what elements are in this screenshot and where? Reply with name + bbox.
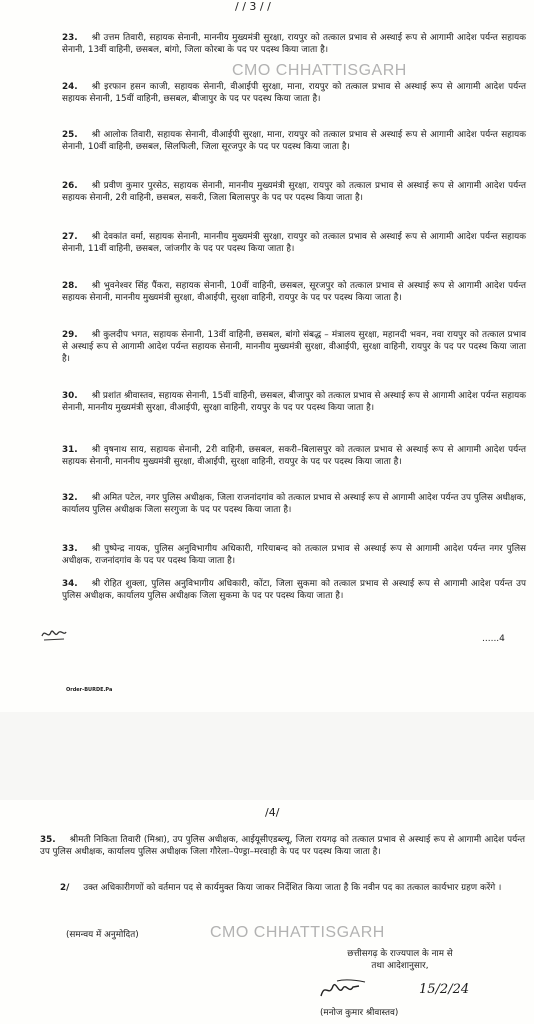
order-entry: 24. श्री इरफान हसन काजी, सहायक सेनानी, वीआईपी सुरक्षा, माना, रायपुर को तत्काल प्रभाव से अस्थाई रूप से आगामी आदेश पर्यन्त सहायक सेनानी, 15वीं वाहिनी, छसबल, बीजापुर के पद पर पदस्थ किया जाता है। [62, 82, 526, 105]
order-entry: 35. श्रीमती निकिता तिवारी (मिश्रा), उप पुलिस अधीक्षक, आईयूसीएडब्ल्यू, जिला रायगढ़ को तत्काल प्रभाव से अस्थाई रूप से आगामी आदेश पर्यन्त उप पुलिस अधीक्षक, कार्यालय पुलिस अधीक्षक जिला गौरेला–पेण्ड्रा–मरवाही के पद पर पदस्थ किया जाता है। [40, 835, 525, 858]
handwritten-initials-icon [40, 624, 68, 644]
order-entry: 33. श्री पुष्पेन्द्र नायक, पुलिस अनुविभागीय अधिकारी, गरियाबन्द को तत्काल प्रभाव से अस्थाई रूप से आगामी आदेश पर्यन्त नगर पुलिस अधीक्षक, राजनांदगांव के पद पर पदस्थ किया जाता है। [62, 544, 526, 567]
continuation-marker: ......4 [482, 634, 505, 644]
order-entry: 31. श्री वृषनाथ साय, सहायक सेनानी, 2री वाहिनी, छसबल, सकरी–बिलासपुर को तत्काल प्रभाव से अस्थाई रूप से आगामी आदेश पर्यन्त सहायक सेनानी, माननीय मुख्यमंत्री सुरक्षा, वीआईपी, सुरक्षा वाहिनी, रायपुर के पद पर पदस्थ किया जाता है। [62, 445, 526, 468]
sign-line-1: छत्तीसगढ़ के राज्यपाल के नाम से [347, 949, 453, 959]
document-page-4 [0, 800, 534, 1024]
approval-note: (समन्वय में अनुमोदित) [66, 930, 139, 940]
signature-authority [300, 948, 500, 972]
signatory-name: (मनोज कुमार श्रीवास्तव) [320, 1008, 399, 1018]
file-reference: Order-BURDE.Pa [66, 687, 113, 693]
order-entry: 32. श्री अमित पटेल, नगर पुलिस अधीक्षक, जिला राजनांदगांव को तत्काल प्रभाव से अस्थाई रूप से आगामी आदेश पर्यन्त उप पुलिस अधीक्षक, कार्यालय पुलिस अधीक्षक जिला सरगुजा के पद पर पदस्थ किया जाता है। [62, 493, 526, 516]
page-gap [0, 712, 534, 800]
watermark: CMO CHHATTISGARH [210, 924, 385, 941]
order-entry: 23. श्री उत्तम तिवारी, सहायक सेनानी, माननीय मुख्यमंत्री सुरक्षा, रायपुर को तत्काल प्रभाव से अस्थाई रूप से आगामी आदेश पर्यन्त सहायक सेनानी, 13वीं वाहिनी, छसबल, बांगो, जिला कोरबा के पद पर पदस्थ किया जाता है। [62, 33, 526, 56]
sign-line-2: तथा आदेशानुसार, [371, 961, 429, 971]
handwritten-signature-icon [315, 976, 415, 1004]
page-marker: /4/ [265, 806, 280, 819]
signature-block [315, 976, 475, 1004]
order-entry: 28. श्री भुवनेश्वर सिंह पैंकरा, सहायक सेनानी, 10वीं वाहिनी, छसबल, सूरजपुर को तत्काल प्रभाव से अस्थाई रूप से आगामी आदेश पर्यन्त सहायक सेनानी, माननीय मुख्यमंत्री सुरक्षा, वीआईपी, सुरक्षा वाहिनी, रायपुर के पद पर पदस्थ किया जाता है। [62, 281, 526, 304]
order-entry: 25. श्री आलोक तिवारी, सहायक सेनानी, वीआईपी सुरक्षा, माना, रायपुर को तत्काल प्रभाव से अस्थाई रूप से आगामी आदेश पर्यन्त सहायक सेनानी, 10वीं वाहिनी, छसबल, सिलफिली, जिला सूरजपुर के पद पर पदस्थ किया जाता है। [62, 130, 526, 153]
signature-date: 15/2/24 [419, 982, 470, 997]
page-marker: / / 3 / / [235, 0, 271, 13]
order-entry: 26. श्री प्रवीण कुमार पुरसेठ, सहायक सेनानी, माननीय मुख्यमंत्री सुरक्षा, रायपुर को तत्काल प्रभाव से अस्थाई रूप से आगामी आदेश पर्यन्त सहायक सेनानी, 2री वाहिनी, छसबल, सकरी, जिला बिलासपुर के पद पर पदस्थ किया जाता है। [62, 181, 526, 204]
order-entry: 27. श्री देवकांत वर्मा, सहायक सेनानी, माननीय मुख्यमंत्री सुरक्षा, रायपुर को तत्काल प्रभाव से अस्थाई रूप से आगामी आदेश पर्यन्त सहायक सेनानी, 11वीं वाहिनी, छसबल, जांजगीर के पद पर पदस्थ किया जाता है। [62, 232, 526, 255]
order-entry: 29. श्री कुलदीप भगत, सहायक सेनानी, 13वीं वाहिनी, छसबल, बांगो संबद्ध – मंत्रालय सुरक्षा, महानदी भवन, नवा रायपुर को तत्काल प्रभाव से अस्थाई रूप से आगामी आदेश पर्यन्त सहायक सेनानी, माननीय मुख्यमंत्री सुरक्षा, वीआईपी, सुरक्षा वाहिनी, रायपुर के पद पर पदस्थ किया जाता है। [62, 330, 526, 365]
watermark: CMO CHHATTISGARH [232, 62, 407, 79]
order-entry: 30. श्री प्रशांत श्रीवास्तव, सहायक सेनानी, 15वीं वाहिनी, छसबल, बीजापुर को तत्काल प्रभाव से अस्थाई रूप से आगामी आदेश पर्यन्त सहायक सेनानी, माननीय मुख्यमंत्री सुरक्षा, वीआईपी, सुरक्षा वाहिनी, रायपुर के पद पर पदस्थ किया जाता है। [62, 391, 526, 414]
order-entry: 34. श्री रोहित शुक्ला, पुलिस अनुविभागीय अधिकारी, कोंटा, जिला सुकमा को तत्काल प्रभाव से अस्थाई रूप से आगामी आदेश पर्यन्त उप पुलिस अधीक्षक, कार्यालय पुलिस अधीक्षक जिला सुकमा के पद पर पदस्थ किया जाता है। [62, 579, 526, 602]
paragraph-2: 2/ उक्त अधिकारीगणों को वर्तमान पद से कार्यमुक्त किया जाकर निर्देशित किया जाता है कि नवीन पद का तत्काल कार्यभार ग्रहण करेंगे । [60, 883, 502, 893]
